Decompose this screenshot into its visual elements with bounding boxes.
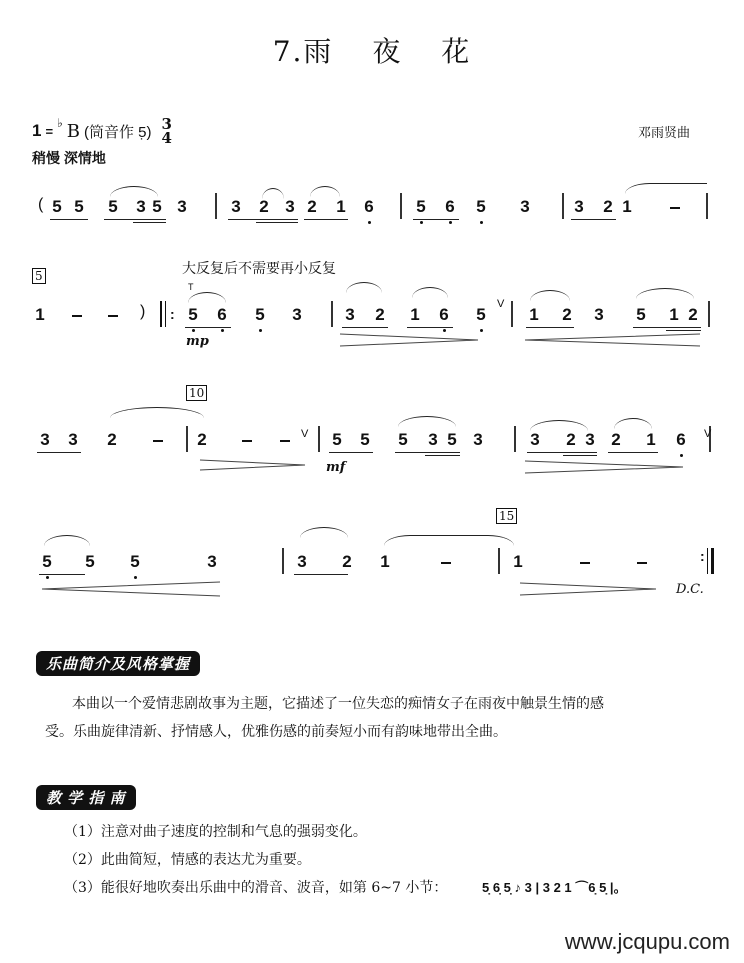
note: 3 [207, 552, 217, 571]
note: 3 [345, 305, 355, 324]
note: 1 [35, 305, 45, 324]
time-bottom: 4 [161, 129, 172, 147]
note: 5 [74, 197, 84, 216]
note: 6 [215, 305, 229, 325]
paren-open: ( [38, 196, 44, 213]
intro-line-2: 受。乐曲旋律清新、抒情感人，优雅伤感的前奏短小而有韵味地带出全曲。 [45, 724, 507, 740]
note: 3 [136, 197, 146, 216]
note: 5 [332, 430, 342, 449]
note: 1 [380, 552, 390, 571]
note: 5 [152, 197, 162, 216]
title-number: 7. [272, 35, 304, 68]
note: 1 [513, 552, 523, 571]
note: 3 [231, 197, 241, 216]
note: 5 [253, 305, 267, 325]
repeat-annotation: 大反复后不需要再小反复 [182, 261, 336, 277]
note: 2 [603, 197, 613, 216]
note: 2 [611, 430, 621, 449]
tempo-marking: 稍慢 深情地 [32, 150, 106, 166]
rehearsal-mark-5: 5 [32, 268, 46, 284]
note: 5 [398, 430, 408, 449]
note: 5 [360, 430, 370, 449]
note: 3 [40, 430, 50, 449]
composer: 邓雨贤曲 [637, 126, 690, 141]
note: 2 [107, 430, 117, 449]
note: 3 [594, 305, 604, 324]
note: 3 [297, 552, 307, 571]
note: 6 [443, 197, 457, 217]
title-char-3: 花 [441, 35, 472, 68]
note: 3 [520, 197, 530, 216]
note: 3 [428, 430, 438, 449]
note: 2 [566, 430, 576, 449]
key-eq: = [45, 123, 54, 139]
note: 1 [336, 197, 346, 216]
note: 1 [622, 197, 632, 216]
guide-item-1: （1）注意对曲子速度的控制和气息的强弱变化。 [64, 824, 367, 840]
note: 1 [410, 305, 420, 324]
note: 5 [414, 197, 428, 217]
rehearsal-mark-15: 15 [496, 508, 517, 524]
note: 3 [177, 197, 187, 216]
note: 6 [674, 430, 688, 450]
dynamic-mf: mf [326, 460, 346, 475]
note: 3 [285, 197, 295, 216]
key-fingering: (筒音作 5̣) [83, 123, 152, 141]
guide-example: 5̣ 6̣ 5̣ ♪ 3 | 3 2 1 ⌒6̣ 5̣ |。 [482, 880, 627, 895]
title-char-1: 雨 [303, 35, 334, 68]
repeat-dots-end: : [700, 548, 705, 564]
key-one: 1 [32, 121, 42, 140]
note: 5 [128, 552, 142, 572]
intro-line-1: 本曲以一个爱情悲剧故事为主题，它描述了一位失恋的痴情女子在雨夜中触景生情的感 [72, 696, 604, 712]
note: 2 [688, 305, 698, 324]
note: 5 [447, 430, 457, 449]
note: 6 [437, 305, 451, 325]
note: 5 [108, 197, 118, 216]
note: 3 [585, 430, 595, 449]
rehearsal-mark-10: 10 [186, 385, 207, 401]
watermark: www.jcqupu.com [564, 929, 730, 954]
note: 5 [40, 552, 54, 572]
note: 2 [197, 430, 207, 449]
time-top: 3 [161, 115, 172, 133]
note: 2 [259, 197, 269, 216]
key-note: B [66, 120, 80, 142]
note: 5 [474, 305, 488, 325]
note: 3 [574, 197, 584, 216]
note: 2 [342, 552, 352, 571]
note: 6 [362, 197, 376, 217]
paren-close: ) [140, 303, 146, 320]
repeat-dots-start: : [170, 306, 175, 322]
intro-banner: 乐曲简介及风格掌握 [36, 651, 200, 676]
note: 3 [473, 430, 483, 449]
note: 5 [636, 305, 646, 324]
guide-banner: 教 学 指 南 [36, 785, 136, 810]
note: 5 [52, 197, 62, 216]
note: 3 [68, 430, 78, 449]
note: 3 [292, 305, 302, 324]
note: 2 [375, 305, 385, 324]
guide-item-3: （3）能很好地吹奏出乐曲中的滑音、波音，如第 6~7 小节： [64, 880, 448, 896]
title-char-2: 夜 [372, 35, 403, 68]
note: 2 [307, 197, 317, 216]
note: 5 [85, 552, 95, 571]
note: 3 [530, 430, 540, 449]
note: 1 [529, 305, 539, 324]
note: 5 [474, 197, 488, 217]
flat-icon: ♭ [57, 116, 63, 130]
dynamic-mp: mp [186, 334, 209, 349]
da-capo: D.C. [676, 582, 704, 597]
note: 5 [186, 305, 200, 325]
note: 2 [562, 305, 572, 324]
note: 1 [669, 305, 679, 324]
note: 1 [646, 430, 656, 449]
guide-item-2: （2）此曲简短，情感的表达尤为重要。 [64, 852, 311, 868]
